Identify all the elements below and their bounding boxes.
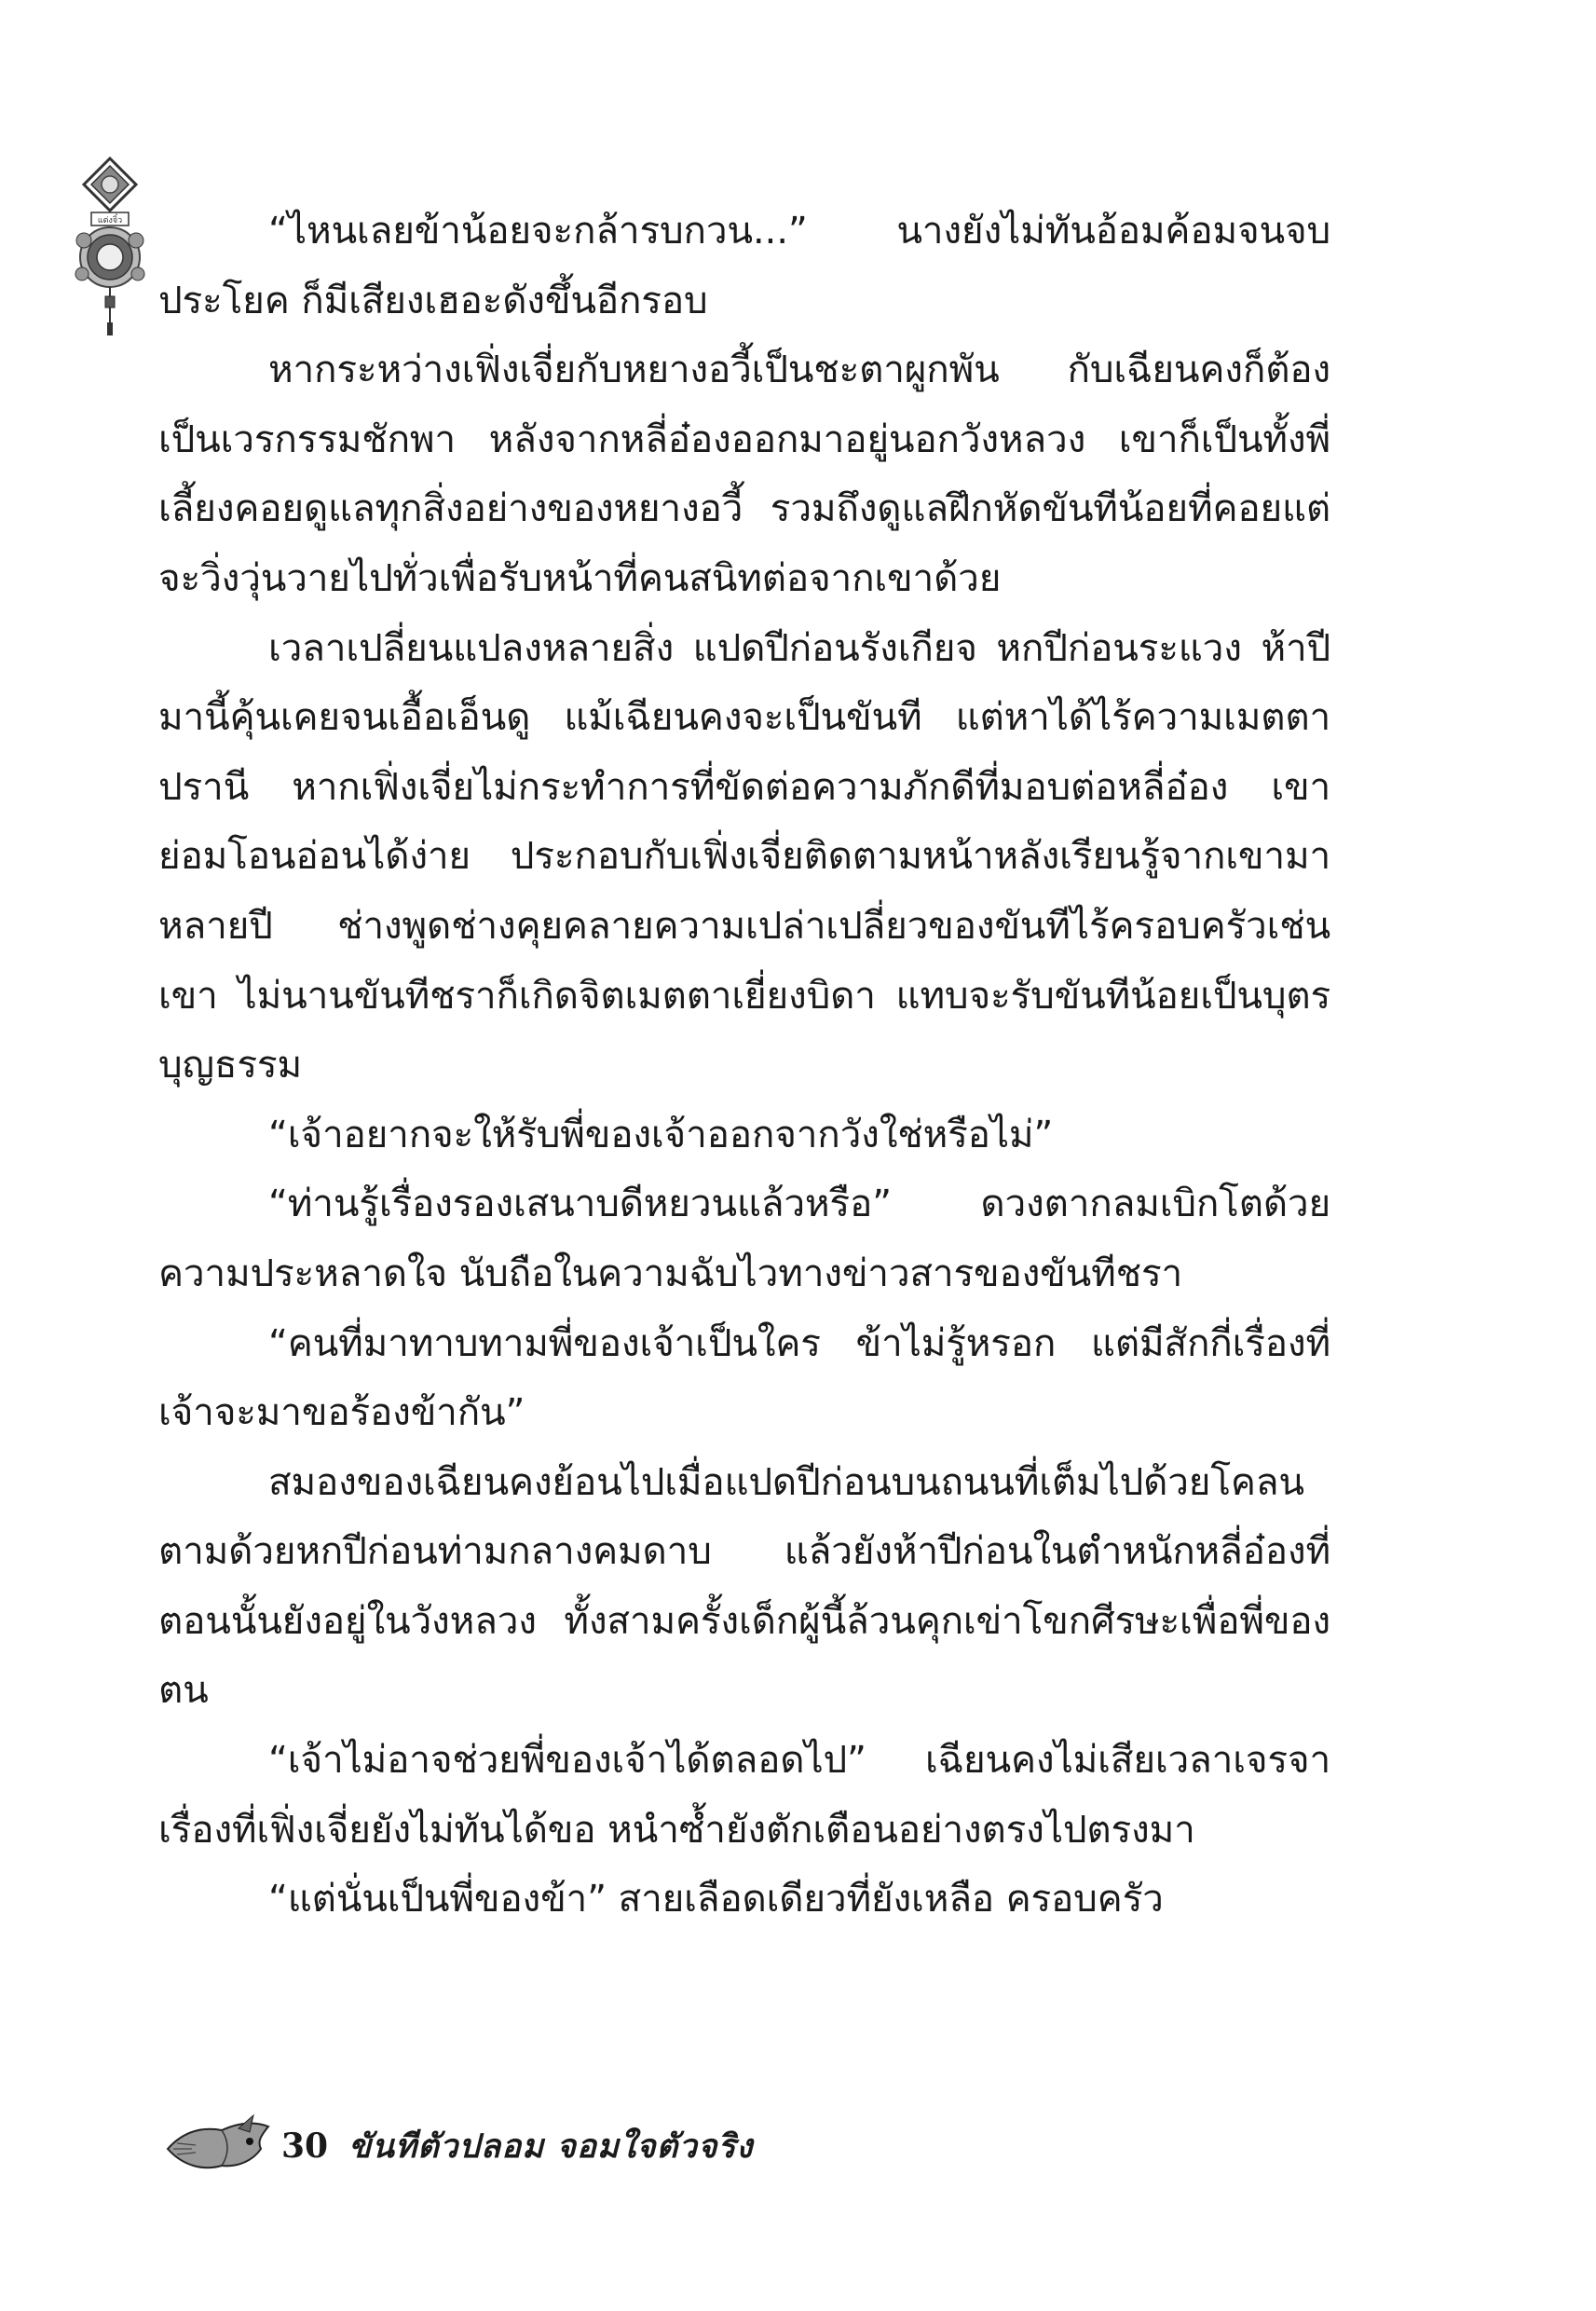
paragraph: “แต่นั่นเป็นพี่ของข้า” สายเลือดเดียวที่ยังเหลือ ครอบครัว [268, 1876, 1164, 1921]
paragraph: “เจ้าไม่อาจช่วยพี่ของเจ้าได้ตลอดไป” เฉียนคงไม่เสียเวลาเจรจาเรื่องที่เฟิ่งเจี่ยยังไม่ทันได้ขอ หนำซ้ำยังตักเตือนอย่างตรงไปตรงมา [158, 1737, 1330, 1852]
paragraph: หากระหว่างเฟิ่งเจี่ยกับหยางอวี้เป็นชะตาผูกพัน กับเฉียนคงก็ต้องเป็นเวรกรรมชักพา หลังจากหลี่อ๋องออกมาอยู่นอกวังหลวง เขาก็เป็นทั้งพี่เลี้ยงคอยดูแลทุกสิ่งอย่างของหยางอวี้ รวมถึงดูแลฝึกหัดขันทีน้อยที่คอยแต่จะวิ่งวุ่นวายไปทั่วเพื่อรับหน้าที่คนสนิทต่อจากเขาด้วย [158, 347, 1330, 600]
page-number: 30 [281, 2126, 329, 2166]
body-text [158, 196, 1330, 1934]
paragraph: “เจ้าอยากจะให้รับพี่ของเจ้าออกจากวังใช่หรือไม่” [268, 1111, 1054, 1156]
ornament-label: แต่งจิ๋ว [97, 216, 123, 226]
paragraph: “ไหนเลยข้าน้อยจะกล้ารบกวน...” นางยังไม่ทันอ้อมค้อมจนจบประโยค ก็มีเสียงเฮอะดังขึ้นอีกรอบ [158, 208, 1330, 322]
book-title: ขันทีตัวปลอม จอมใจตัวจริง [348, 2127, 754, 2166]
fish-icon [164, 2113, 274, 2179]
paragraph: “คนที่มาทาบทามพี่ของเจ้าเป็นใคร ข้าไม่รู้หรอก แต่มีสักกี่เรื่องที่เจ้าจะมาขอร้องข้ากัน” [158, 1320, 1330, 1435]
paragraph: “ท่านรู้เรื่องรองเสนาบดีหยวนแล้วหรือ” ดวงตากลมเบิกโตด้วยความประหลาดใจ นับถือในความฉับไวทางข่าวสารของขันทีชรา [158, 1181, 1330, 1295]
page-footer [164, 2113, 753, 2179]
ornament-emblem-icon [63, 157, 157, 343]
paragraph: สมองของเฉียนคงย้อนไปเมื่อแปดปีก่อนบนถนนที่เต็มไปด้วยโคลน ตามด้วยหกปีก่อนท่ามกลางคมดาบ แล้วยังห้าปีก่อนในตำหนักหลี่อ๋องที่ตอนนั้นยังอยู่ในวังหลวง ทั้งสามครั้งเด็กผู้นี้ล้วนคุกเข่าโขกศีรษะเพื่อพี่ของตน [158, 1458, 1330, 1713]
paragraph: เวลาเปลี่ยนแปลงหลายสิ่ง แปดปีก่อนรังเกียจ หกปีก่อนระแวง ห้าปีมานี้คุ้นเคยจนเอื้อเอ็นดู แม้เฉียนคงจะเป็นขันที แต่หาได้ไร้ความเมตตาปรานี หากเฟิ่งเจี่ยไม่กระทำการที่ขัดต่อความภักดีที่มอบต่อหลี่อ๋อง เขาย่อมโอนอ่อนได้ง่าย ประกอบกับเฟิ่งเจี่ยติดตามหน้าหลังเรียนรู้จากเขามาหลายปี ช่างพูดช่างคุยคลายความเปล่าเปลี่ยวของขันทีไร้ครอบครัวเช่นเขา ไม่นานขันทีชราก็เกิดจิตเมตตาเยี่ยงบิดา แทบจะรับขันทีน้อยเป็นบุตรบุญธรรม [158, 624, 1330, 1087]
